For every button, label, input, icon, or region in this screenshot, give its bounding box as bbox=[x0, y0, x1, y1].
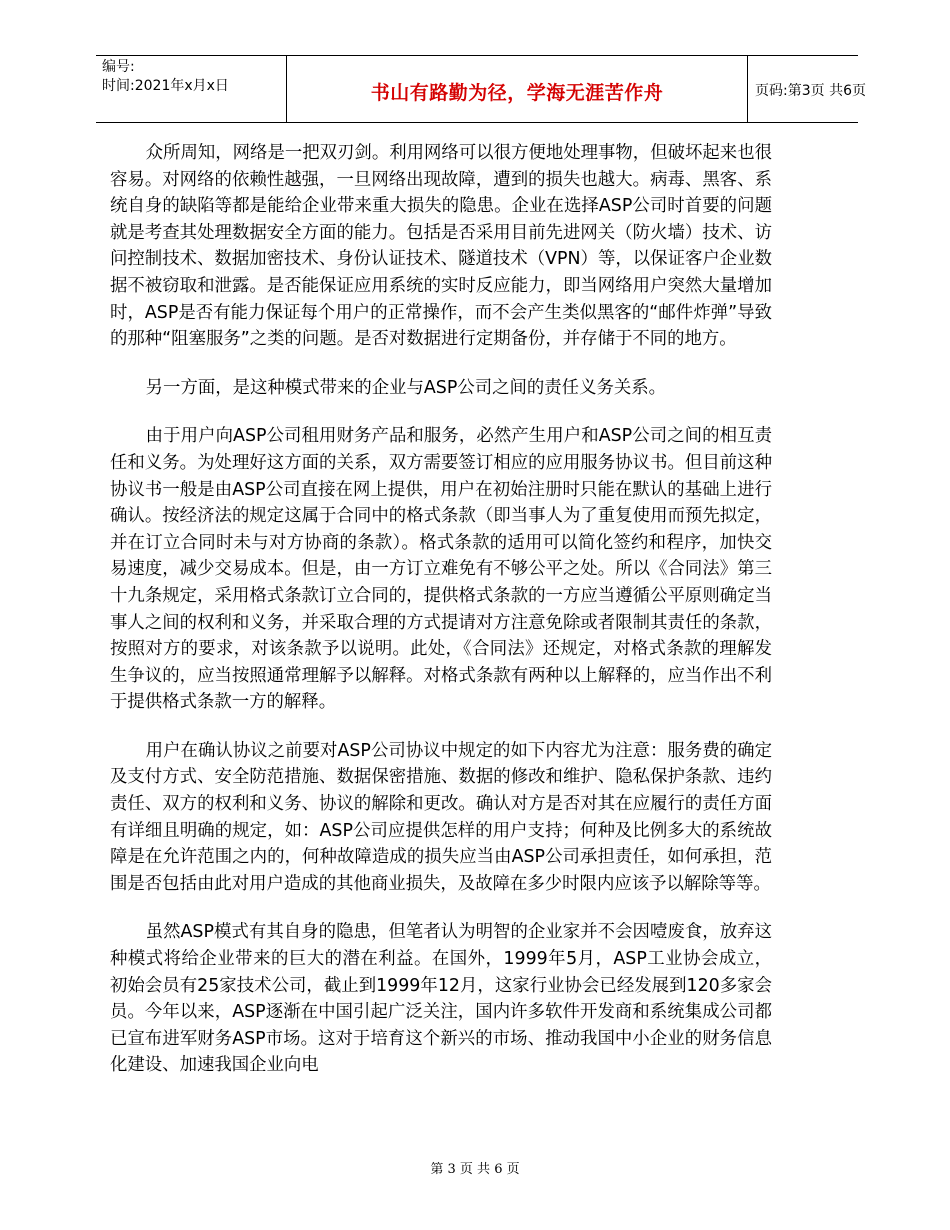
header-motto: 书山有路勤为径，学海无涯苦作舟 bbox=[370, 82, 664, 104]
header-page-info: 页码:第3页 共6页 bbox=[755, 83, 866, 99]
paragraph-responsibility: 另一方面，是这种模式带来的企业与ASP公司之间的责任义务关系。 bbox=[145, 377, 667, 398]
paragraph-network-security: 众所周知，网络是一把双刃剑。利用网络可以很方便地处理事物，但破坏起来也很容易。对网络的依赖性越强，一旦网络出现故障，遭到的损失也越大。病毒、黑客、系统自身的缺陷等都是能给企业带来重大损失的隐患。企业在选择ASP公司时首要的问题就是考查其处理数据安全方面的能力。包括是否采用目前先进网关（防火墙）技术、访问控制技术、数据加密技术、身份认证技术、隧道技术（VPN）等，以保证客户企业数据不被窃取和泄露。是否能保证应用系统的实时反应能力，即当网络用户突然大量增加时，ASP是否有能力保证每个用户的正常操作，而不会产生类似黑客的“邮件炸弹”导致的那种“阻塞服务”之类的问题。是否对数据进行定期备份，并存储于不同的地方。 bbox=[110, 143, 772, 350]
document-number-label: 编号: bbox=[102, 59, 135, 75]
document-time-label: 时间:2021年x月x日 bbox=[102, 78, 229, 94]
page-header bbox=[96, 55, 866, 123]
paragraph-service-agreement: 由于用户向ASP公司租用财务产品和服务，必然产生用户和ASP公司之间的相互责任和义务。为处理好这方面的关系，双方需要签订相应的应用服务协议书。但目前这种协议书一般是由ASP公司直接在网上提供，用户在初始注册时只能在默认的基础上进行确认。按经济法的规定这属于合同中的格式条款（即当事人为了重复使用而预先拟定，并在订立合同时未与对方协商的条款）。格式条款的适用可以简化签约和程序，加快交易速度，减少交易成本。但是，由一方订立难免有不够公平之处。所以《合同法》第三十九条规定，采用格式条款订立合同的，提供格式条款的一方应当遵循公平原则确定当事人之间的权利和义务，并采取合理的方式提请对方注意免除或者限制其责任的条款，按照对方的要求，对该条款予以说明。此处，《合同法》还规定，对格式条款的理解发生争议的，应当按照通常理解予以解释。对格式条款有两种以上解释的，应当作出不利于提供格式条款一方的解释。 bbox=[110, 426, 772, 713]
body-text bbox=[110, 140, 772, 1101]
header-meta-cell bbox=[96, 56, 286, 122]
header-motto-cell bbox=[286, 56, 748, 122]
header-page-cell bbox=[747, 56, 866, 122]
page-footer: 第 3 页 共 6 页 bbox=[430, 1162, 520, 1177]
paragraph-agreement-review: 用户在确认协议之前要对ASP公司协议中规定的如下内容尤为注意：服务费的确定及支付方式、安全防范措施、数据保密措施、数据的修改和维护、隐私保护条款、违约责任、双方的权利和义务、协议的解除和更改。确认对方是否对其在应履行的责任方面有详细且明确的规定，如：ASP公司应提供怎样的用户支持；何种及比例多大的系统故障是在允许范围之内的，何种故障造成的损失应当由ASP公司承担责任，如何承担，范围是否包括由此对用户造成的其他商业损失，及故障在多少时限内应该予以解除等等。 bbox=[110, 740, 772, 894]
paragraph-asp-outlook: 虽然ASP模式有其自身的隐患，但笔者认为明智的企业家并不会因噎废食，放弃这种模式将给企业带来的巨大的潜在利益。在国外，1999年5月，ASP工业协会成立，初始会员有25家技术公司，截止到1999年12月，这家行业协会已经发展到120多家会员。今年以来，ASP逐渐在中国引起广泛关注，国内许多软件开发商和系统集成公司都已宣布进军财务ASP市场。这对于培育这个新兴的市场、推动我国中小企业的财务信息化建设、加速我国企业向电 bbox=[110, 922, 772, 1076]
